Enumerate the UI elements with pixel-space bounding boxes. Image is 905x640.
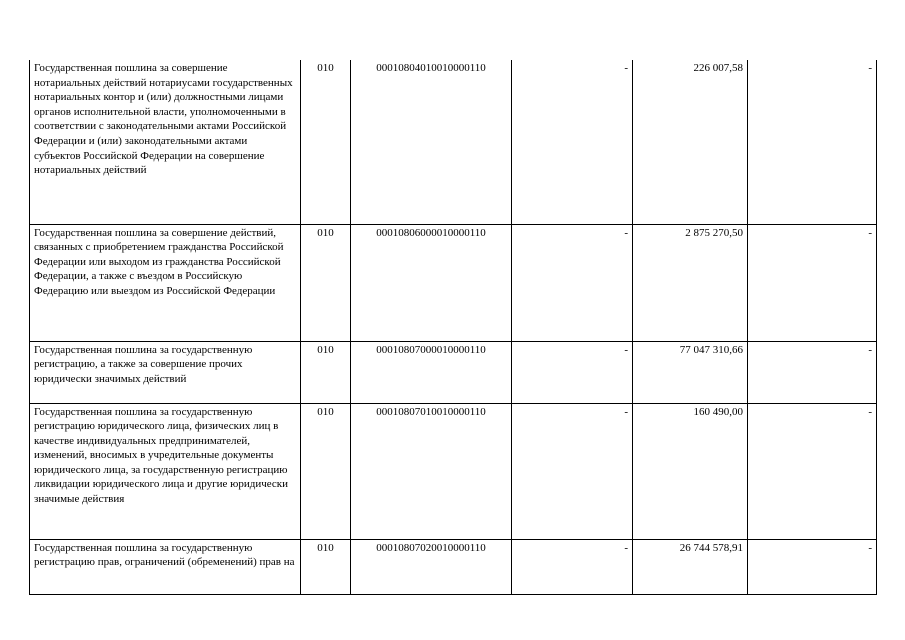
executed-amount-cell: 26 744 578,91 xyxy=(633,539,748,594)
budget-code-cell: 00010806000010000110 xyxy=(351,224,512,341)
line-code-cell: 010 xyxy=(301,539,351,594)
approved-plan-cell: - xyxy=(512,403,633,539)
revenue-name-cell: Государственная пошлина за государственную регистрацию, а также за совершение прочих юридически значимых действий xyxy=(30,341,301,403)
unexecuted-amount-cell: - xyxy=(748,539,877,594)
revenue-name-cell: Государственная пошлина за совершение нотариальных действий нотариусами государственных нотариальных контор и (или) должностными лицами органов исполнительной власти, уполномоченными в соответствии с законодательными актами Российской Федерации и (или) законодательными актами субъектов Российской Федерации на совершение нотариальных действий xyxy=(30,60,301,224)
executed-amount-cell: 160 490,00 xyxy=(633,403,748,539)
table-row xyxy=(30,403,877,539)
line-code-cell: 010 xyxy=(301,224,351,341)
revenue-name-cell: Государственная пошлина за государственную регистрацию юридического лица, физических лиц в качестве индивидуальных предпринимателей, изменений, вносимых в учредительные документы юридического лица, за государственную регистрацию ликвидации юридического лица и другие юридически значимые действия xyxy=(30,403,301,539)
revenue-table xyxy=(29,60,877,595)
revenue-name-cell: Государственная пошлина за государственную регистрацию прав, ограничений (обременений) прав на xyxy=(30,539,301,594)
line-code-cell: 010 xyxy=(301,60,351,224)
approved-plan-cell: - xyxy=(512,539,633,594)
revenue-name-cell: Государственная пошлина за совершение действий, связанных с приобретением гражданства Российской Федерации или выходом из гражданства Российской Федерации, а также с въездом в Российскую Федерацию или выездом из Российской Федерации xyxy=(30,224,301,341)
executed-amount-cell: 2 875 270,50 xyxy=(633,224,748,341)
unexecuted-amount-cell: - xyxy=(748,60,877,224)
table-row xyxy=(30,539,877,594)
line-code-cell: 010 xyxy=(301,403,351,539)
unexecuted-amount-cell: - xyxy=(748,403,877,539)
executed-amount-cell: 77 047 310,66 xyxy=(633,341,748,403)
table-row xyxy=(30,224,877,341)
executed-amount-cell: 226 007,58 xyxy=(633,60,748,224)
table-row xyxy=(30,60,877,224)
approved-plan-cell: - xyxy=(512,224,633,341)
table-row xyxy=(30,341,877,403)
unexecuted-amount-cell: - xyxy=(748,341,877,403)
unexecuted-amount-cell: - xyxy=(748,224,877,341)
budget-code-cell: 00010804010010000110 xyxy=(351,60,512,224)
budget-code-cell: 00010807000010000110 xyxy=(351,341,512,403)
line-code-cell: 010 xyxy=(301,341,351,403)
budget-code-cell: 00010807010010000110 xyxy=(351,403,512,539)
approved-plan-cell: - xyxy=(512,60,633,224)
approved-plan-cell: - xyxy=(512,341,633,403)
budget-code-cell: 00010807020010000110 xyxy=(351,539,512,594)
